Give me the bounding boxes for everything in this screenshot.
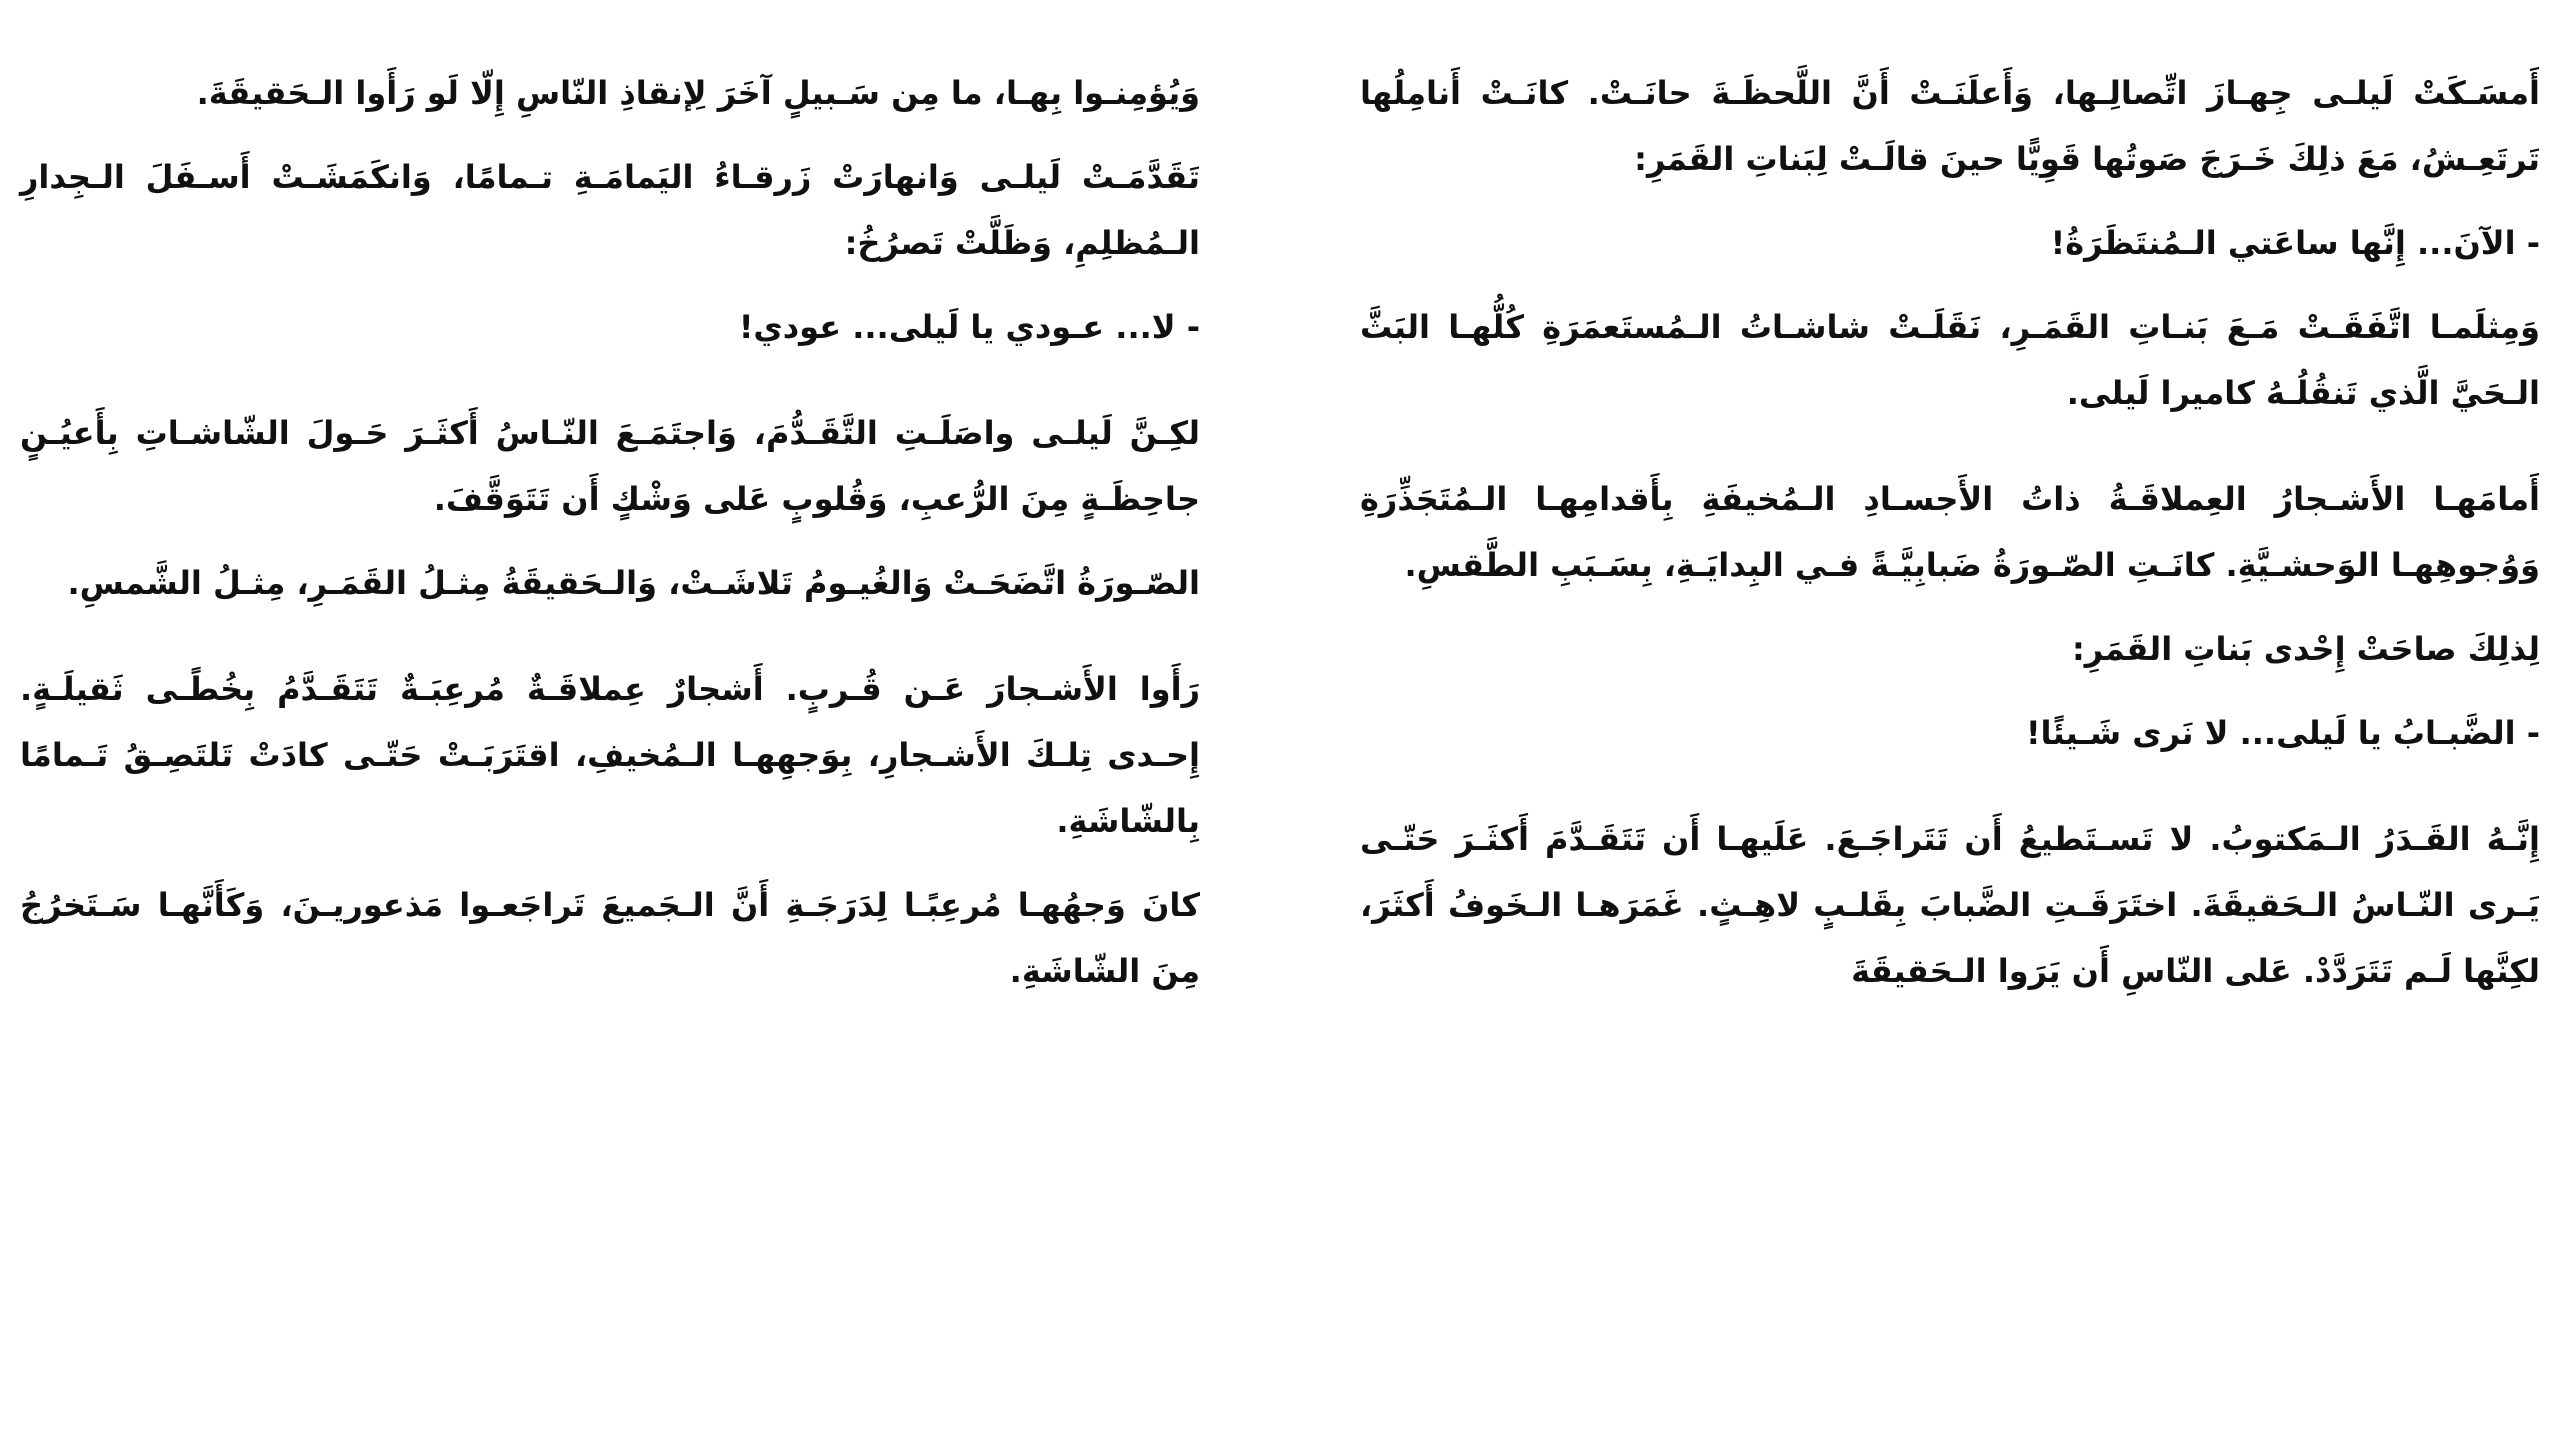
dialogue-line: - الضَّبـابُ يا لَيلى... لا نَرى شَـيئًا! — [2025, 714, 2540, 752]
left-page-column — [20, 60, 1200, 1022]
paragraph: كانَ وَجهُهـا مُرعِبًـا لِدَرَجَـةِ أَنَّ الـجَميعَ تَراجَعـوا مَذعوريـنَ، وَكَأَنَّهـا سَـتَخرُجُ مِنَ الشّاشَةِ. — [20, 886, 1200, 990]
paragraph: وَمِثلَمـا اتَّفَقَـتْ مَـعَ بَنـاتِ القَمَـرِ، نَقَلَـتْ شاشـاتُ الـمُستَعمَرَةِ كُلُّهـا البَثَّ الـحَيَّ الَّذي تَنقُلُـهُ كاميرا لَيلى. — [1360, 308, 2540, 412]
paragraph: لكِـنَّ لَيلـى واصَلَـتِ التَّقَـدُّمَ، وَاجتَمَـعَ النّـاسُ أَكثَـرَ حَـولَ الشّاشـاتِ بِأَعيُـنٍ جاحِظَـةٍ مِنَ الرُّعبِ، وَقُلوبٍ عَلى وَشْكٍ أَن تَتَوَقَّفَ. — [20, 414, 1200, 518]
paragraph: الصّـورَةُ اتَّضَحَـتْ وَالغُيـومُ تَلاشَـتْ، وَالـحَقيقَةُ مِثـلُ القَمَـرِ، مِثـلُ الشَّمسِ. — [67, 564, 1200, 602]
paragraph: وَيُؤمِنـوا بِهـا، ما مِن سَـبيلٍ آخَرَ لِإنقاذِ النّاسِ إِلّا لَو رَأَوا الـحَقيقَةَ. — [196, 74, 1200, 112]
paragraph: أَمسَـكَتْ لَيلـى جِهـازَ اتِّصالِـها، وَأَعلَنَـتْ أَنَّ اللَّحظَـةَ حانَـتْ. كانَـتْ أَنامِلُها تَرتَعِـشُ، مَعَ ذلِكَ خَـرَجَ صَوتُها قَوِيًّا حينَ قالَـتْ لِبَناتِ القَمَرِ: — [1360, 74, 2540, 178]
right-page-column — [1360, 60, 2540, 1022]
paragraph: إِنَّـهُ القَـدَرُ الـمَكتوبُ. لا تَسـتَطيعُ أَن تَتَراجَـعَ. عَلَيهـا أَن تَتَقَـدَّمَ أَكثَـرَ حَتّـى يَـرى النّـاسُ الـحَقيقَةَ. اختَرَقَـتِ الضَّبابَ بِقَلـبٍ لاهِـثٍ. غَمَرَهـا الـخَوفُ أَكثَرَ، لكِنَّها لَـم تَتَرَدَّدْ. عَلى النّاسِ أَن يَرَوا الـحَقيقَةَ — [1360, 820, 2540, 990]
paragraph: رَأَوا الأَشـجارَ عَـن قُـربٍ. أَشجارٌ عِملاقَـةٌ مُرعِبَـةٌ تَتَقَـدَّمُ بِخُطًـى ثَقيلَـةٍ. إِحـدى تِلـكَ الأَشـجارِ، بِوَجهِهـا الـمُخيفِ، اقتَرَبَـتْ حَتّـى كادَتْ تَلتَصِـقُ تَـمامًا بِالشّاشَةِ. — [20, 670, 1200, 840]
paragraph: لِذلِكَ صاحَتْ إِحْدى بَناتِ القَمَرِ: — [2071, 630, 2540, 668]
paragraph: تَقَدَّمَـتْ لَيلـى وَانهارَتْ زَرقـاءُ اليَمامَـةِ تـمامًا، وَانكَمَشَـتْ أَسـفَلَ الـجِدارِ الـمُظلِمِ، وَظَلَّتْ تَصرُخُ: — [20, 158, 1200, 262]
dialogue-line: - الآنَ... إِنَّها ساعَتي الـمُنتَظَرَةُ! — [2050, 224, 2540, 262]
dialogue-line: - لا... عـودي يا لَيلى... عودي! — [738, 308, 1200, 346]
paragraph: أَمامَهـا الأَشـجارُ العِملاقَـةُ ذاتُ الأَجسـادِ الـمُخيفَةِ بِأَقدامِهـا الـمُتَجَذِّرَةِ وَوُجوهِهـا الوَحشـيَّةِ. كانَـتِ الصّـورَةُ ضَبابِيَّـةً فـي البِدايَـةِ، بِسَـبَبِ الطَّقسِ. — [1360, 480, 2540, 584]
